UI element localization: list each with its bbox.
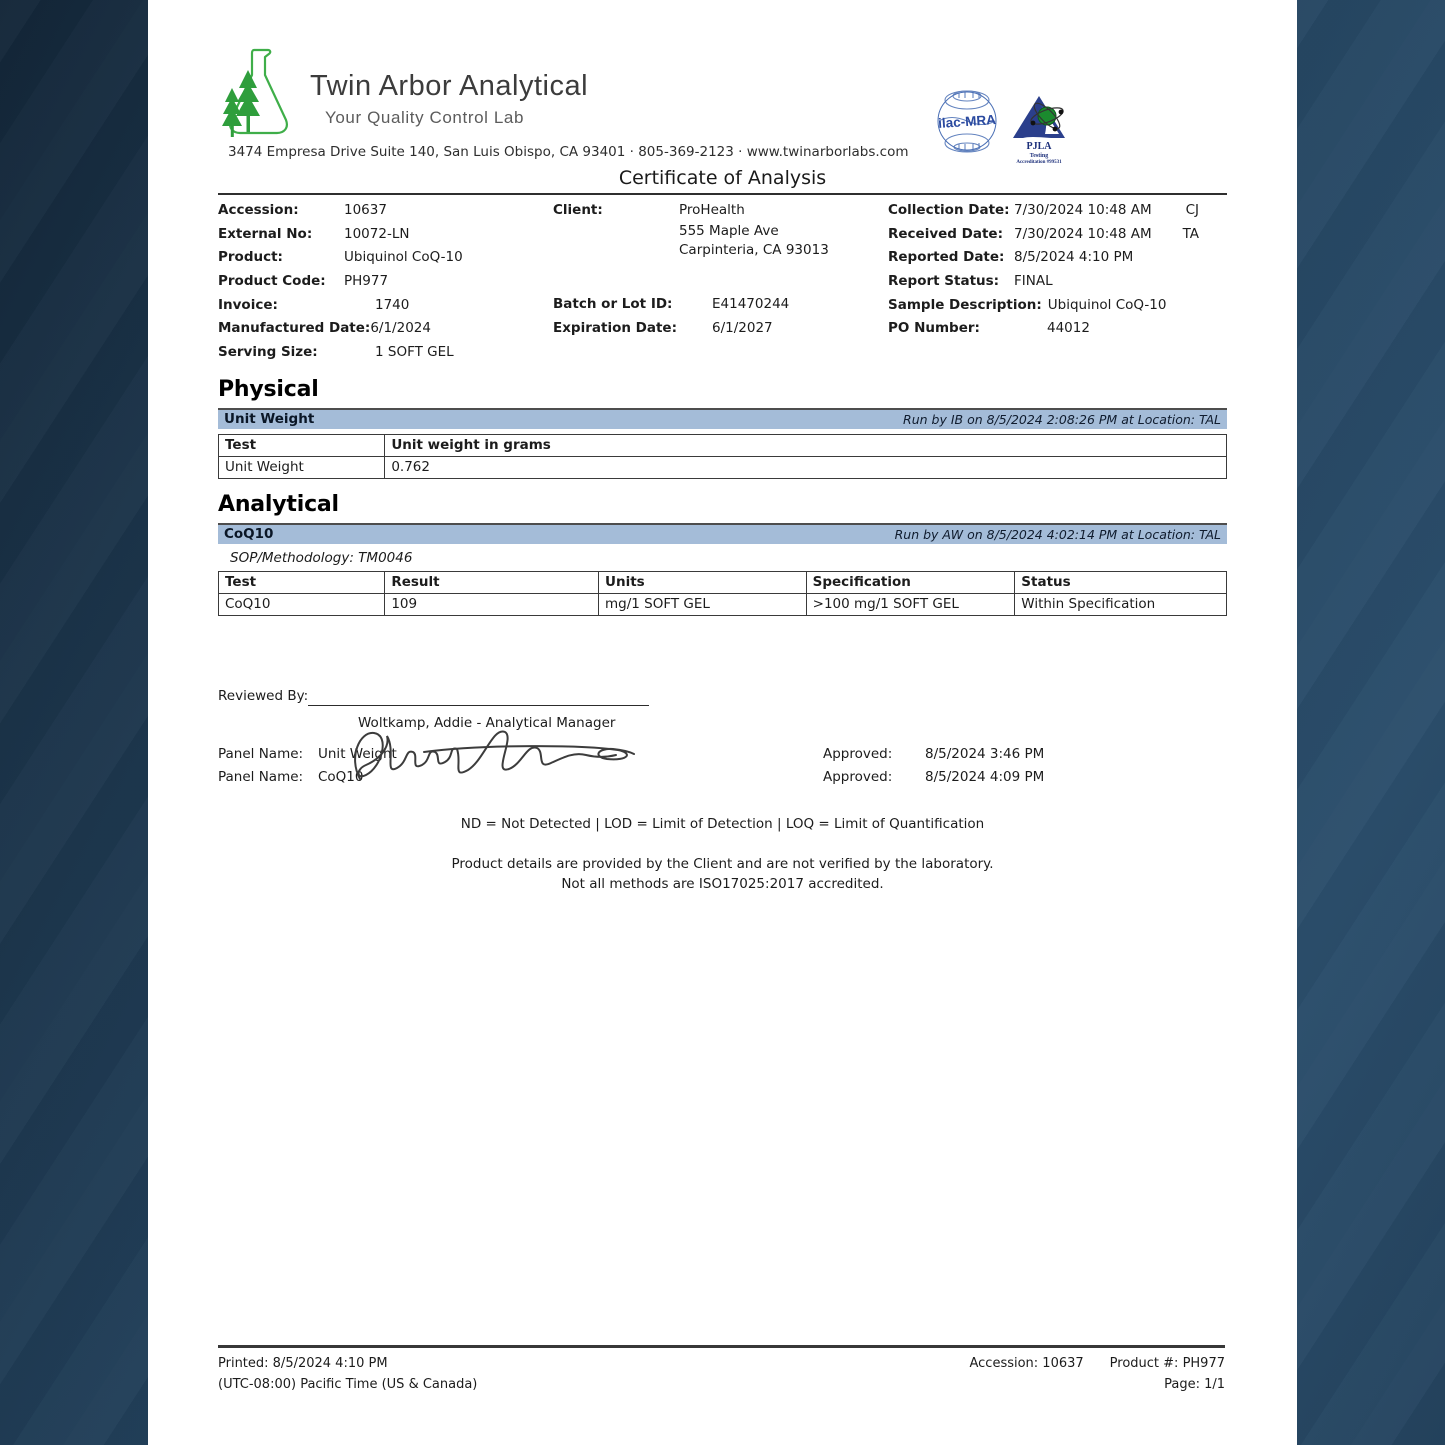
footer-page-number: Page: 1/1	[1164, 1377, 1225, 1392]
info-row-received-date	[888, 222, 1225, 246]
disclaimer-line2: Not all methods are ISO17025:2017 accredited.	[561, 875, 884, 892]
footer-product: Product #: PH977	[1109, 1356, 1225, 1371]
timezone-info: (UTC-08:00) Pacific Time (US & Canada)	[218, 1377, 478, 1392]
pjla-logo-icon	[1009, 88, 1069, 168]
field-value: 6/1/2027	[712, 319, 773, 336]
client-address-line2	[553, 241, 888, 269]
page-footer	[218, 1345, 1225, 1395]
info-row-expiration	[553, 316, 888, 340]
footer-divider	[218, 1345, 1225, 1348]
panel-approval-row	[218, 766, 1227, 789]
panel-approval-row	[218, 743, 1227, 766]
test-name-cell: CoQ10	[219, 593, 385, 615]
panel-approvals	[218, 743, 1227, 789]
svg-text:Accreditation #99531: Accreditation #99531	[1016, 160, 1062, 164]
header	[218, 0, 1227, 140]
column-header: Status	[1015, 571, 1227, 593]
info-column-left	[218, 198, 553, 364]
info-row-reported-date	[888, 245, 1225, 269]
panel-name-value: Unit Weight	[318, 746, 397, 763]
result-cell: 109	[385, 593, 599, 615]
info-row-manufactured-date	[218, 316, 553, 340]
column-header: Test	[219, 571, 385, 593]
info-row-collection-date	[888, 198, 1225, 222]
client-address-line1	[553, 222, 888, 241]
field-label: Accession:	[218, 201, 299, 218]
flask-pine-logo-icon	[218, 44, 294, 140]
status-cell: Within Specification	[1015, 593, 1227, 615]
panel-name-label: Panel Name:	[218, 769, 304, 786]
info-row-spacer	[553, 269, 888, 293]
field-label: Product Code:	[218, 272, 326, 289]
field-value: 7/30/2024 10:48 AM	[1014, 201, 1152, 218]
approved-label: Approved:	[823, 746, 893, 763]
column-header: Unit weight in grams	[385, 434, 1227, 456]
info-column-middle	[553, 198, 888, 364]
result-cell: 0.762	[385, 456, 1227, 478]
analytical-section-heading: Analytical	[218, 491, 339, 517]
field-label: Sample Description:	[888, 296, 1042, 313]
field-label: Manufactured Date:	[218, 320, 371, 337]
panel-bar-title: Unit Weight	[224, 411, 315, 428]
info-row-serving-size	[218, 340, 553, 364]
test-name-cell: Unit Weight	[219, 456, 385, 478]
panel-run-info: Run by AW on 8/5/2024 4:02:14 PM at Location: TAL	[894, 526, 1221, 542]
footer-accession: Accession: 10637	[969, 1356, 1084, 1371]
field-label: Reported Date:	[888, 249, 1005, 266]
field-value: Ubiquinol CoQ-10	[344, 249, 463, 266]
svg-text:Testing: Testing	[1029, 153, 1049, 159]
info-row-accession	[218, 198, 553, 222]
field-value: E41470244	[712, 296, 790, 313]
column-header: Result	[385, 571, 599, 593]
printed-timestamp: Printed: 8/5/2024 4:10 PM	[218, 1356, 388, 1371]
info-row-external-no	[218, 222, 553, 246]
field-label: Invoice:	[218, 296, 278, 313]
signature-row	[218, 688, 1227, 706]
pjla-text: PJLA	[1026, 141, 1052, 152]
company-tagline: Your Quality Control Lab	[325, 108, 524, 127]
client-name: ProHealth	[679, 201, 745, 218]
table-header-row	[219, 571, 1227, 593]
sop-methodology: SOP/Methodology: TM0046	[230, 549, 413, 566]
abbreviation-legend: ND = Not Detected | LOD = Limit of Detection | LOQ = Limit of Quantification	[460, 815, 985, 832]
info-row-client	[553, 198, 888, 222]
field-label: Serving Size:	[218, 343, 318, 360]
column-header: Specification	[806, 571, 1015, 593]
info-row-batch	[553, 292, 888, 316]
field-label: Expiration Date:	[553, 319, 677, 336]
info-row-po-number	[888, 316, 1225, 340]
receiver-initials: TA	[1182, 225, 1199, 242]
reviewed-by-label: Reviewed By:	[218, 687, 309, 704]
reviewer-name-title: Woltkamp, Addie - Analytical Manager	[358, 714, 616, 731]
field-label: Client:	[553, 201, 603, 218]
analytical-results-table	[218, 571, 1227, 616]
footer-doc-info	[969, 1353, 1225, 1395]
approved-timestamp: 8/5/2024 4:09 PM	[925, 769, 1045, 786]
field-label: Received Date:	[888, 225, 1003, 242]
panel-bar-title: CoQ10	[224, 526, 274, 543]
field-value: 44012	[1047, 320, 1090, 337]
field-value: 8/5/2024 4:10 PM	[1014, 249, 1134, 266]
ilac-text: ilac-MRA	[937, 112, 997, 131]
company-name: Twin Arbor Analytical	[310, 70, 589, 102]
field-value: Ubiquinol CoQ-10	[1047, 296, 1167, 313]
accreditation-logos	[935, 88, 1069, 168]
address-line2: Carpinteria, CA 93013	[679, 241, 829, 258]
field-label: Collection Date:	[888, 201, 1010, 218]
field-label: External No:	[218, 225, 313, 242]
panel-name-value: CoQ10	[318, 769, 364, 786]
panel-name-label: Panel Name:	[218, 746, 304, 763]
info-row-sample-description	[888, 293, 1225, 317]
approved-label: Approved:	[823, 769, 893, 786]
units-cell: mg/1 SOFT GEL	[599, 593, 807, 615]
physical-section-heading: Physical	[218, 376, 319, 402]
table-row	[219, 593, 1227, 615]
field-value: 10072-LN	[344, 225, 410, 242]
field-label: Product:	[218, 249, 283, 266]
info-row-invoice	[218, 293, 553, 317]
ilac-mra-logo-icon	[935, 88, 999, 158]
document-title: Certificate of Analysis	[618, 167, 827, 189]
report-status-value: FINAL	[1014, 272, 1053, 289]
field-label: PO Number:	[888, 320, 980, 337]
column-header: Test	[219, 434, 385, 456]
physical-results-table	[218, 434, 1227, 479]
unit-weight-panel-bar	[218, 408, 1227, 429]
lab-address: 3474 Empresa Drive Suite 140, San Luis Obispo, CA 93401 · 805-369-2123 · www.twinarborlabs.com	[228, 144, 909, 160]
disclaimer-text	[218, 854, 1227, 894]
info-row-report-status	[888, 269, 1225, 293]
field-value: 6/1/2024	[370, 320, 431, 337]
field-value: 1 SOFT GEL	[375, 343, 454, 360]
brand-text	[310, 44, 588, 128]
disclaimer-line1: Product details are provided by the Client and are not verified by the laboratory.	[451, 855, 994, 872]
panel-run-info: Run by IB on 8/5/2024 2:08:26 PM at Location: TAL	[903, 411, 1221, 427]
table-row	[219, 456, 1227, 478]
field-label: Batch or Lot ID:	[553, 296, 673, 313]
info-row-product-code	[218, 269, 553, 293]
specification-cell: >100 mg/1 SOFT GEL	[806, 593, 1015, 615]
field-value: 7/30/2024 10:48 AM	[1014, 225, 1152, 242]
document-page	[148, 0, 1297, 1445]
address-line1: 555 Maple Ave	[679, 222, 779, 239]
title-divider	[218, 193, 1227, 195]
field-label: Report Status:	[888, 272, 1000, 289]
approved-timestamp: 8/5/2024 3:46 PM	[925, 746, 1045, 763]
info-column-right	[888, 198, 1225, 364]
coq10-panel-bar	[218, 523, 1227, 544]
field-value: 10637	[344, 201, 387, 218]
column-header: Units	[599, 571, 807, 593]
footer-print-info	[218, 1353, 477, 1395]
collector-initials: CJ	[1185, 201, 1199, 218]
sample-info-block	[218, 198, 1227, 364]
review-block	[218, 688, 1227, 789]
field-value: PH977	[344, 272, 389, 289]
info-row-product	[218, 245, 553, 269]
signature-line	[308, 705, 649, 706]
field-value: 1740	[375, 296, 410, 313]
table-header-row	[219, 434, 1227, 456]
